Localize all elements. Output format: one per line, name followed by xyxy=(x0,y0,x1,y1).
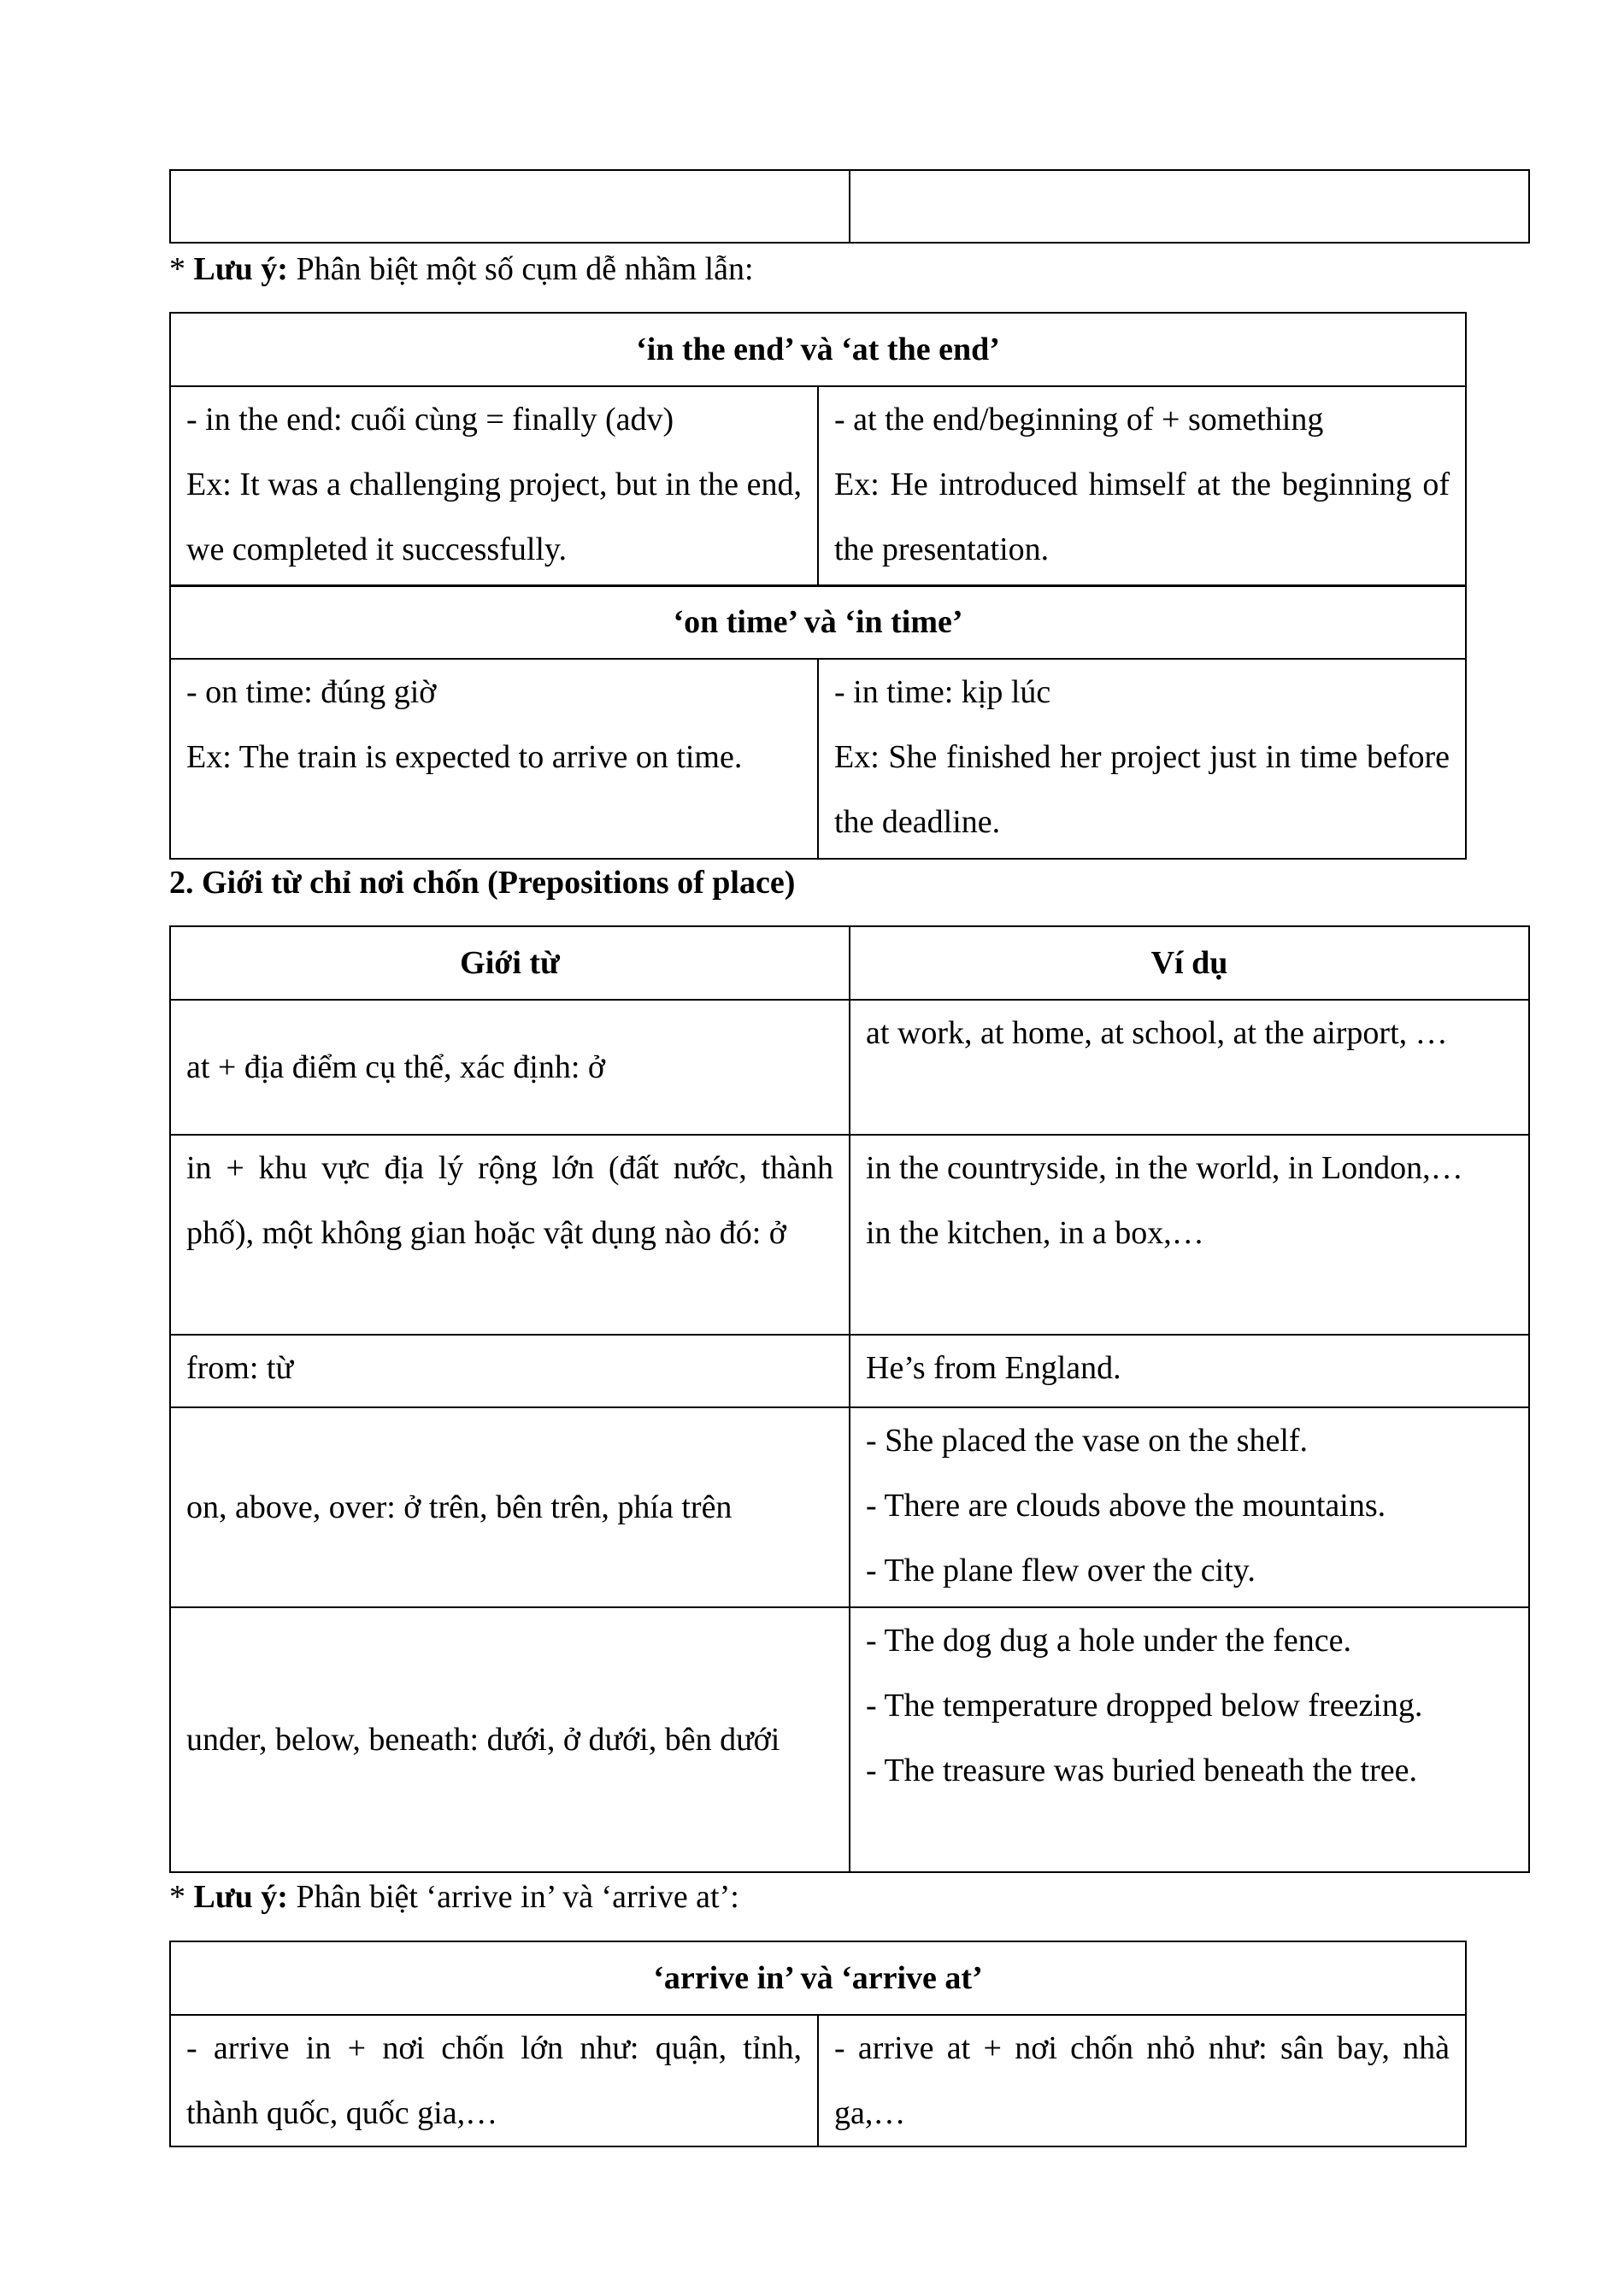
table-end-left-cell xyxy=(170,386,818,586)
example-line: He’s from England. xyxy=(866,1350,1121,1386)
example-line: in the kitchen, in a box,… xyxy=(866,1215,1204,1251)
preposition-cell: on, above, over: ở trên, bên trên, phía trên xyxy=(170,1407,850,1607)
table-time-phrases xyxy=(169,584,1467,860)
example-cell xyxy=(850,1335,1529,1407)
example-line: - The dog dug a hole under the fence. xyxy=(866,1623,1352,1659)
example-line: - She placed the vase on the shelf. xyxy=(866,1423,1309,1459)
example-line: in the countryside, in the world, in London,… xyxy=(866,1150,1463,1186)
preposition-cell: in + khu vực địa lý rộng lớn (đất nước, thành phố), một không gian hoặc vật dụng nào đó: ở xyxy=(170,1135,850,1335)
example-line: - The plane flew over the city. xyxy=(866,1553,1256,1588)
table-time-header: ‘on time’ và ‘in time’ xyxy=(170,585,1466,659)
note-text: Phân biệt một số cụm dễ nhầm lẫn: xyxy=(287,251,754,287)
table-row xyxy=(170,1000,1529,1135)
table-end-right-cell xyxy=(818,386,1466,586)
cell-line: - at the end/beginning of + something xyxy=(834,402,1324,437)
cell-example: Ex: It was a challenging project, but in the end, we completed it successfully. xyxy=(186,467,802,567)
example-cell xyxy=(850,1000,1529,1135)
cell-example: Ex: He introduced himself at the beginning of the presentation. xyxy=(834,467,1450,567)
example-line: - There are clouds above the mountains. xyxy=(866,1488,1386,1524)
table-row xyxy=(170,1135,1529,1335)
note-label: Lưu ý: xyxy=(193,1879,288,1915)
empty-table xyxy=(169,169,1530,244)
empty-cell-left xyxy=(170,170,850,243)
example-cell xyxy=(850,1135,1529,1335)
preposition-cell: at + địa điểm cụ thể, xác định: ở xyxy=(170,1000,850,1135)
table-time-right-cell xyxy=(818,659,1466,859)
table-place-prepositions xyxy=(169,925,1530,1873)
cell-example: Ex: The train is expected to arrive on time. xyxy=(186,739,743,775)
cell-example: Ex: She finished her project just in time before the deadline. xyxy=(834,739,1450,840)
example-line: - The treasure was buried beneath the tree. xyxy=(866,1753,1417,1788)
table-row xyxy=(170,1407,1529,1607)
cell-line: - in time: kịp lúc xyxy=(834,674,1051,710)
note-prefix: * xyxy=(169,1879,194,1915)
note-text: Phân biệt ‘arrive in’ và ‘arrive at’: xyxy=(287,1879,739,1915)
table-time-left-cell xyxy=(170,659,818,859)
cell-line: - on time: đúng giờ xyxy=(186,674,437,710)
table-end-header: ‘in the end’ và ‘at the end’ xyxy=(170,313,1466,386)
table-arrive-header: ‘arrive in’ và ‘arrive at’ xyxy=(170,1941,1466,2015)
note-confusing-phrases xyxy=(169,253,754,285)
example-line: at work, at home, at school, at the airport, … xyxy=(866,1015,1448,1051)
example-cell xyxy=(850,1407,1529,1607)
example-cell xyxy=(850,1607,1529,1872)
preposition-cell: under, below, beneath: dưới, ở dưới, bên dưới xyxy=(170,1607,850,1872)
note-prefix: * xyxy=(169,251,194,287)
table-arrive xyxy=(169,1941,1467,2147)
table-row xyxy=(170,1607,1529,1872)
cell-line: - in the end: cuối cùng = finally (adv) xyxy=(186,402,674,437)
table-end-phrases xyxy=(169,312,1467,587)
column-header-example: Ví dụ xyxy=(850,926,1529,1000)
section-heading: 2. Giới từ chỉ nơi chốn (Prepositions of place) xyxy=(169,865,796,901)
table-arrive-right-cell: - arrive at + nơi chốn nhỏ như: sân bay, nhà ga,… xyxy=(818,2015,1466,2146)
column-header-preposition: Giới từ xyxy=(170,926,850,1000)
empty-cell-right xyxy=(850,170,1529,243)
table-arrive-left-cell: - arrive in + nơi chốn lớn như: quận, tỉnh, thành quốc, quốc gia,… xyxy=(170,2015,818,2146)
note-arrive xyxy=(169,1881,739,1913)
table-row xyxy=(170,1335,1529,1407)
note-label: Lưu ý: xyxy=(193,251,288,287)
example-line: - The temperature dropped below freezing. xyxy=(866,1688,1423,1723)
preposition-cell: from: từ xyxy=(170,1335,850,1407)
